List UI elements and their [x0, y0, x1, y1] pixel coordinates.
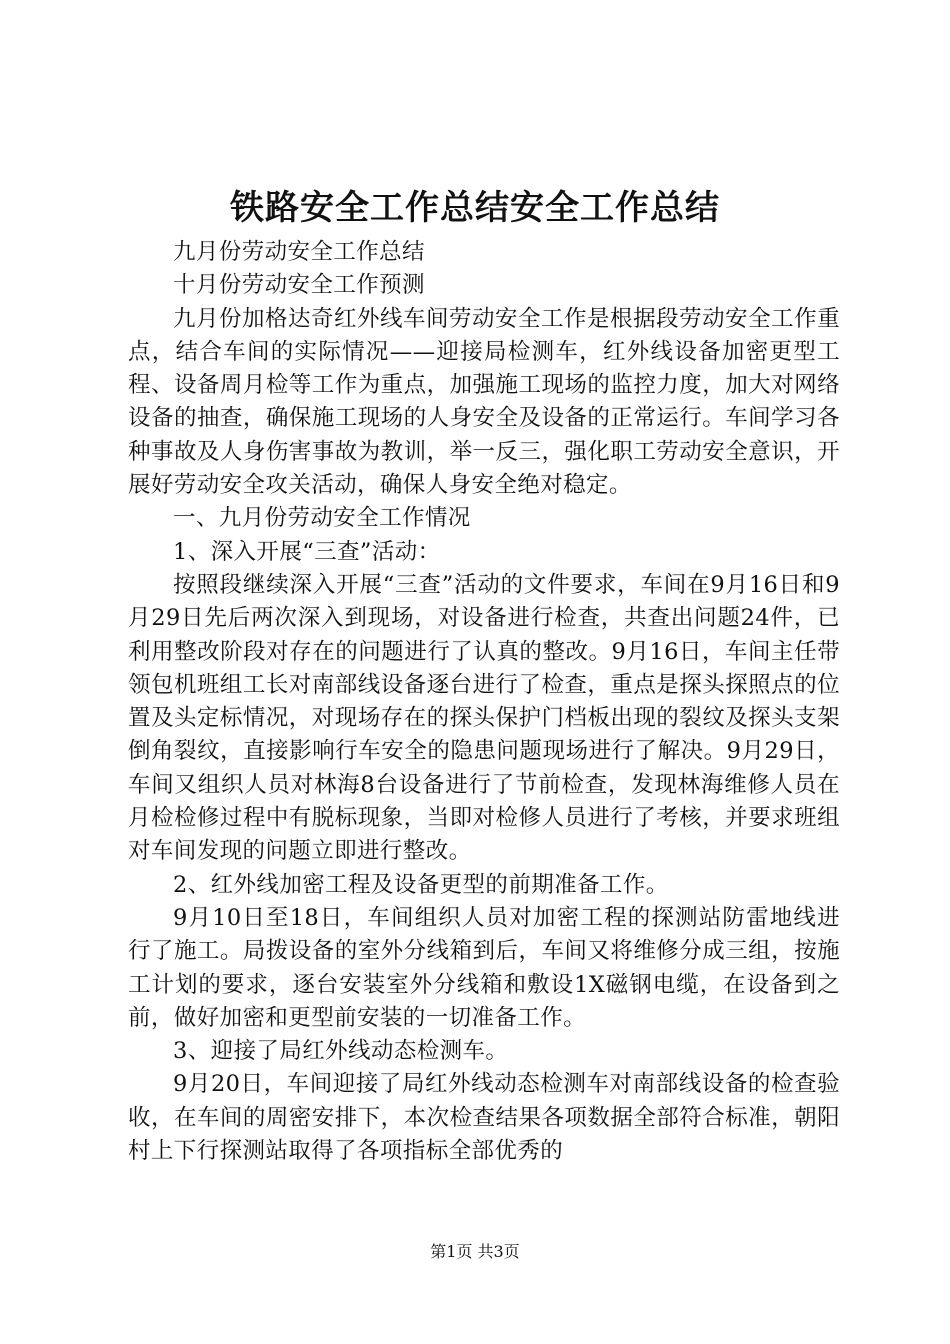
page-number-footer: 第1页 共3页	[430, 1242, 520, 1261]
subsection-heading-1: 1、深入开展“三查”活动：	[173, 538, 441, 565]
subtitle-october-forecast: 十月份劳动安全工作预测	[173, 272, 425, 299]
document-body	[128, 236, 840, 1168]
subtitle-september-summary: 九月份劳动安全工作总结	[173, 239, 425, 265]
paragraph-encryption-project: 9月10日至18日，车间组织人员对加密工程的探测站防雷地线进行了施工。局拨设备的室外分线箱到后，车间又将维修分成三组，按施工计划的要求，逐台安装室外分线箱和敷设1X磁钢电缆，在设备到之前，做好加密和更型前安装的一切准备工作。	[128, 904, 840, 1031]
document-title: 铁路安全工作总结安全工作总结	[230, 188, 720, 228]
intro-paragraph: 九月份加格达奇红外线车间劳动安全工作是根据段劳动安全工作重点，结合车间的实际情况——迎接局检测车，红外线设备加密更型工程、设备周月检等工作为重点，加强施工现场的监控力度，加大对网络设备的抽查，确保施工现场的人身安全及设备的正常运行。车间学习各种事故及人身伤害事故为教训，举一反三，强化职工劳动安全意识，开展好劳动安全攻关活动，确保人身安全绝对稳定。	[128, 305, 840, 499]
subsection-heading-3: 3、迎接了局红外线动态检测车。	[173, 1038, 509, 1065]
section-heading-1: 一、九月份劳动安全工作情况	[173, 505, 471, 532]
paragraph-three-checks: 按照段继续深入开展“三查”活动的文件要求，车间在9月16日和9月29日先后两次深入到现场，对设备进行检查，共查出问题24件，已利用整改阶段对存在的问题进行了认真的整改。9月16日，车间主任带领包机班组工长对南部线设备逐台进行了检查，重点是探头探照点的位置及头定标情况，对现场存在的探头保护门档板出现的裂纹及探头支架倒角裂纹，直接影响行车安全的隐患问题现场进行了解决。9月29日，车间又组织人员对林海8台设备进行了节前检查，发现林海维修人员在月检检修过程中有脱标现象，当即对检修人员进行了考核，并要求班组对车间发现的问题立即进行整改。	[128, 571, 840, 865]
subsection-heading-2: 2、红外线加密工程及设备更型的前期准备工作。	[173, 871, 669, 898]
paragraph-inspection-vehicle: 9月20日，车间迎接了局红外线动态检测车对南部线设备的检查验收，在车间的周密安排下，本次检查结果各项数据全部符合标准，朝阳村上下行探测站取得了各项指标全部优秀的	[128, 1071, 840, 1165]
